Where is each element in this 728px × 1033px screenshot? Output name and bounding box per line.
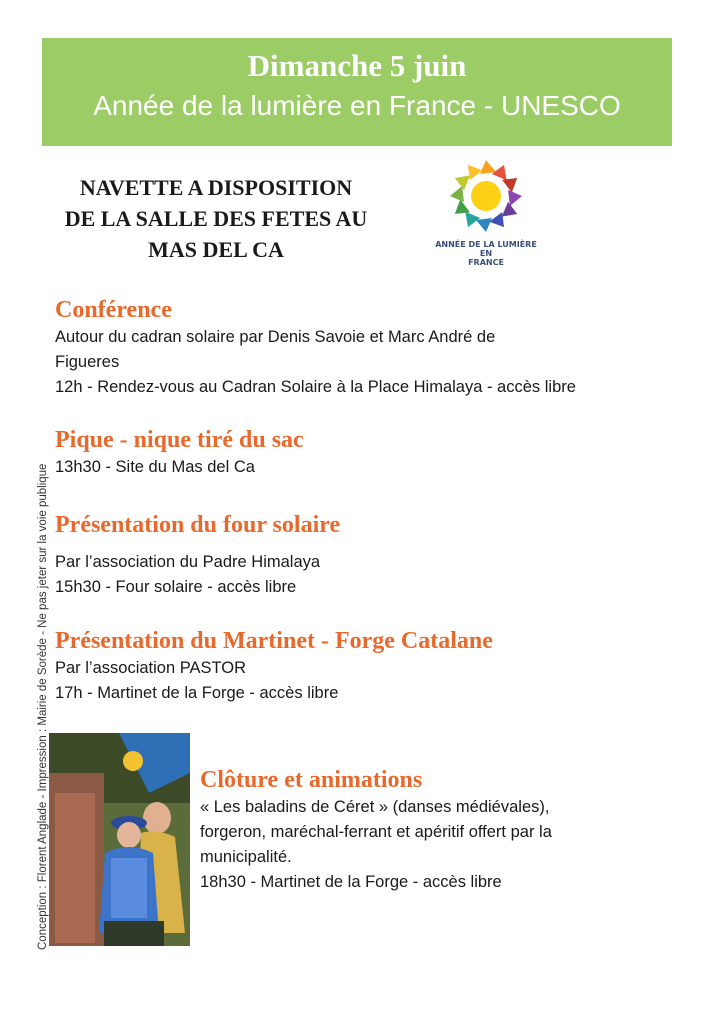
section-time: 17h - Martinet de la Forge - accès libre — [55, 684, 339, 702]
year-of-light-logo — [430, 156, 542, 272]
section-description: forgeron, maréchal-ferrant et apéritif offert par la — [200, 823, 552, 841]
section-description: Autour du cadran solaire par Denis Savoie et Marc André de — [55, 328, 496, 346]
logo-caption — [430, 240, 542, 267]
header-banner — [42, 38, 672, 146]
section-time: 13h30 - Site du Mas del Ca — [55, 458, 255, 476]
logo-caption-line: FRANCE — [468, 258, 504, 267]
section-time: 18h30 - Martinet de la Forge - accès libre — [200, 873, 502, 891]
logo-caption-line: EN — [479, 249, 493, 258]
section-description: Par l’association du Padre Himalaya — [55, 553, 321, 571]
section-time: 15h30 - Four solaire - accès libre — [55, 578, 297, 596]
section-picnic — [55, 425, 675, 480]
sidebar-credit: Conception : Florent Anglade - Impression : Mairie de Sorède - Ne pas jeter sur la voie publique — [37, 463, 49, 950]
section-description: « Les baladins de Céret » (danses médiévales), — [200, 798, 550, 816]
sun-logo-icon — [446, 156, 526, 236]
section-description: Figueres — [55, 353, 120, 371]
section-title: Présentation du four solaire — [55, 512, 341, 538]
event-date: Dimanche 5 juin — [247, 48, 467, 83]
section-martinet — [55, 626, 675, 706]
section-title: Clôture et animations — [200, 767, 423, 793]
shuttle-line: DE LA SALLE DES FETES AU — [64, 206, 368, 231]
section-conference — [55, 295, 675, 400]
section-title: Présentation du Martinet - Forge Catalane — [55, 628, 493, 654]
section-description: Par l’association PASTOR — [55, 659, 247, 677]
event-subtitle: Année de la lumière en France - UNESCO — [93, 90, 621, 121]
section-time: 12h - Rendez-vous au Cadran Solaire à la Place Himalaya - accès libre — [55, 378, 576, 396]
shuttle-line: NAVETTE A DISPOSITION — [79, 175, 353, 200]
logo-caption-line: ANNÉE DE LA LUMIÈRE — [435, 240, 537, 249]
section-solar-oven — [55, 510, 675, 600]
shuttle-line: MAS DEL CA — [148, 237, 284, 262]
baladins-photo — [49, 733, 190, 946]
section-closing — [200, 765, 680, 895]
section-title: Conférence — [55, 297, 172, 323]
section-description: municipalité. — [200, 848, 292, 866]
shuttle-notice — [44, 172, 388, 265]
section-title: Pique - nique tiré du sac — [55, 427, 304, 453]
